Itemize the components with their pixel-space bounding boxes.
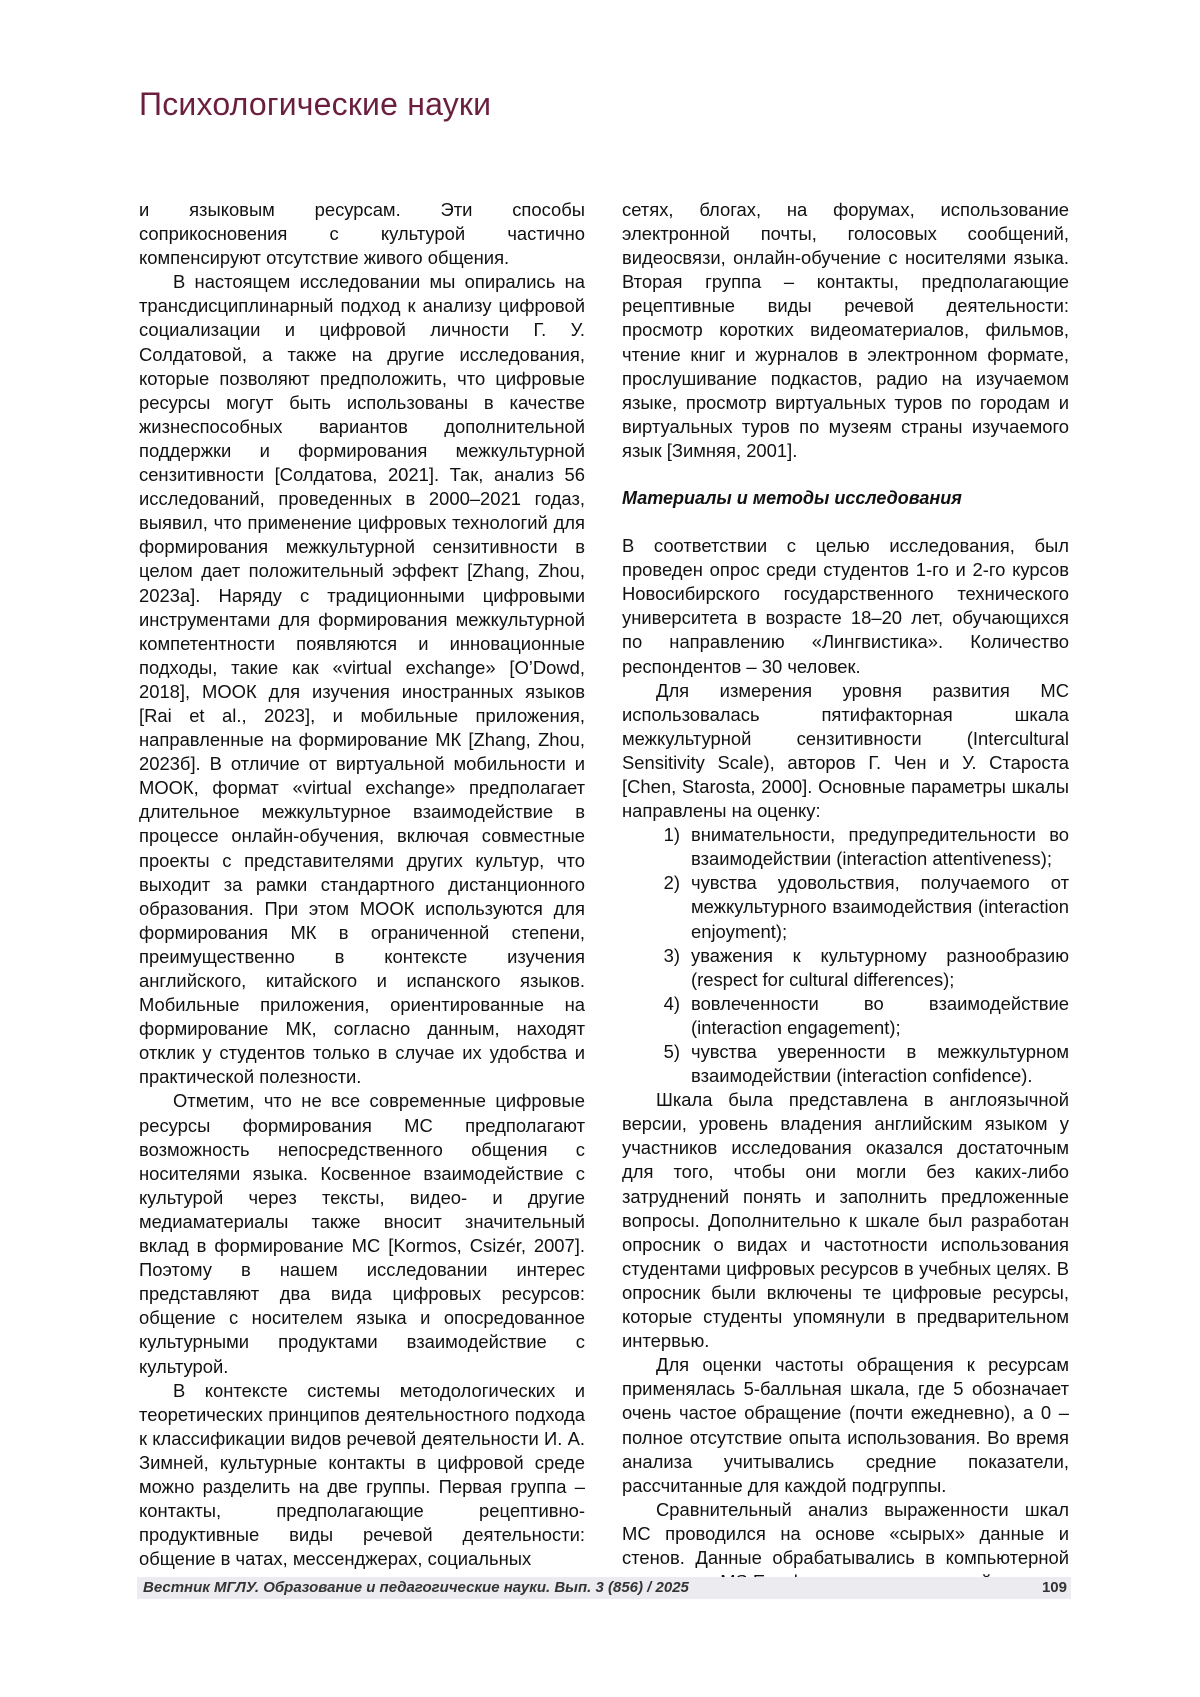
- list-item: [622, 823, 1069, 871]
- paragraph: В настоящем исследовании мы опирались на трансдисциплинарный подход к анализу цифровой социализации и цифровой личности Г. У. Солдатовой, а также на другие исследования, которые позволяют предположить, что цифровые ресурсы могут быть использованы в качестве жизнеспособных вариантов дополнительной поддержки и формирования межкультурной сензитивности [Солдатова, 2021]. Так, анализ 56 исследований, проведенных в 2000–2021 годаз, выявил, что применение цифровых технологий для формирования межкультурной сензитивности в целом дает положительный эффект [Zhang, Zhou, 2023а]. Наряду с традиционными цифровыми инструментами для формирования межкультурной компетентности появляются и инновационные подходы, такие как «virtual exchange» [O’Dowd, 2018], МООК для изучения иностранных языков [Rai et al., 2023], и мобильные приложения, направленные на формирование МК [Zhang, Zhou, 2023б]. В отличие от виртуальной мобильности и МООК, формат «virtual exchange» предполагает длительное межкультурное взаимодействие в процессе онлайн-обучения, включая совместные проекты с представителями других культур, что выходит за рамки стандартного дистанционного образования. При этом МООК используются для формирования МК в ограниченной степени, преимущественно в контексте изучения английского, китайского и испанского языков. Мобильные приложения, ориентированные на формирование МК, согласно данным, находят отклик у студентов только в случае их удобства и практической полезности.: [139, 270, 585, 1089]
- paragraph: Для измерения уровня развития МС использовалась пятифакторная шкала межкультурной сензитивности (Intercultural Sensitivity Scale), авторов Г. Чен и У. Староста [Chen, Starosta, 2000]. Основные параметры шкалы направлены на оценку:: [622, 679, 1069, 824]
- page-number: 109: [1042, 1578, 1067, 1598]
- right-column: [622, 198, 1069, 1594]
- paragraph: В контексте системы методологических и теоретических принципов деятельностного подхода к классификации видов речевой деятельности И. А. Зимней, культурные контакты в цифровой среде можно разделить на две группы. Первая группа – контакты, предполагающие рецептивно-продуктивные виды речевой деятельности: общение в чатах, мессенджерах, социальных: [139, 1379, 585, 1572]
- paragraph: Сравнительный анализ выраженности шкал МС проводился на основе «сырых» данные и стенов. Данные обрабатывались в компьютерной: [622, 1498, 1069, 1594]
- parameters-list: [622, 823, 1069, 1088]
- list-item: [622, 944, 1069, 992]
- list-item: [622, 871, 1069, 943]
- footer-journal-title: Вестник МГЛУ. Образование и педагогические науки. Вып. 3 (856) / 2025: [143, 1578, 689, 1598]
- list-text: чувства уверенности в межкультурном взаимодействии (interaction confidence).: [691, 1040, 1069, 1088]
- list-number: 1): [622, 823, 691, 871]
- paragraph: Для оценки частоты обращения к ресурсам применялась 5-балльная шкала, где 5 обозначает очень частое обращение (почти ежедневно), а 0 – полное отсутствие опыта использования. Во время анализа учитывались средние показатели, рассчитанные для каждой подгруппы.: [622, 1353, 1069, 1498]
- list-item: [622, 1040, 1069, 1088]
- list-text: вовлеченности во взаимодействие (interaction engagement);: [691, 992, 1069, 1040]
- section-heading: Материалы и методы исследования: [622, 486, 1069, 510]
- list-number: 5): [622, 1040, 691, 1088]
- list-text: внимательности, предупредительности во взаимодействии (interaction attentiveness);: [691, 823, 1069, 871]
- list-number: 2): [622, 871, 691, 943]
- left-column: [139, 198, 585, 1571]
- paragraph: Отметим, что не все современные цифровые ресурсы формирования МС предполагают возможность непосредственного общения с носителями языка. Косвенное взаимодействие с культурой через тексты, видео- и другие медиаматериалы также вносит значительный вклад в формирование МС [Kormos, Csizér, 2007]. Поэтому в нашем исследовании интерес представляют два вида цифровых ресурсов: общение с носителем языка и опосредованное культурными продуктами взаимодействие с культурой.: [139, 1089, 585, 1378]
- list-text: чувства удовольствия, получаемого от межкультурного взаимодействия (interaction enjoyment);: [691, 871, 1069, 943]
- list-text: уважения к культурному разнообразию (respect for cultural differences);: [691, 944, 1069, 992]
- paragraph: В соответствии с целью исследования, был проведен опрос среди студентов 1-го и 2-го курсов Новосибирского государственного технического университета в возрасте 18–20 лет, обучающихся по направлению «Лингвистика». Количество респондентов – 30 человек.: [622, 534, 1069, 679]
- paragraph: сетях, блогах, на форумах, использование электронной почты, голосовых сообщений, видеосвязи, онлайн-обучение с носителями языка. Вторая группа – контакты, предполагающие рецептивные виды речевой деятельности: просмотр коротких видеоматериалов, фильмов, чтение книг и журналов в электронном формате, прослушивание подкастов, радио на изучаемом языке, просмотр виртуальных туров по городам и виртуальных туров по музеям страны изучаемого язык [Зимняя, 2001].: [622, 198, 1069, 463]
- list-number: 4): [622, 992, 691, 1040]
- list-item: [622, 992, 1069, 1040]
- paragraph: и языковым ресурсам. Эти способы соприкосновения с культурой частично компенсируют отсутствие живого общения.: [139, 198, 585, 270]
- section-title: Психологические науки: [139, 86, 491, 123]
- list-number: 3): [622, 944, 691, 992]
- paragraph: Шкала была представлена в англоязычной версии, уровень владения английским языком у участников исследования оказался достаточным для того, чтобы они могли без каких-либо затруднений понять и заполнить предложенные вопросы. Дополнительно к шкале был разработан опросник о видах и частотности использования студентами цифровых ресурсов в учебных целях. В опросник были включены те цифровые ресурсы, которые студенты упомянули в предварительном интервью.: [622, 1088, 1069, 1353]
